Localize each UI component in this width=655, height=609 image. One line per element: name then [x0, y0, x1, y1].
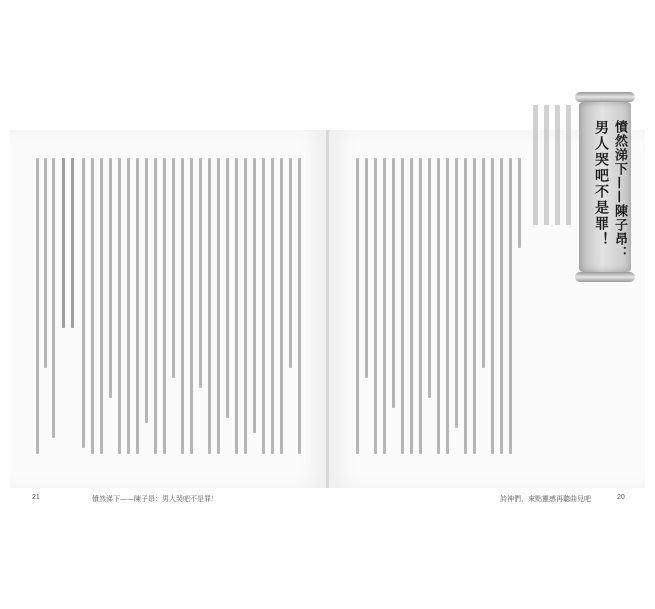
left-page	[10, 130, 326, 488]
scroll-body	[579, 102, 631, 272]
left-page-number: 21	[32, 494, 40, 501]
scroll-bottom-roll	[575, 272, 635, 282]
left-running-head: 憤然涕下——陳子昂：男人哭吧不是罪！	[92, 495, 218, 503]
book-spread	[10, 130, 645, 488]
scroll-top-roll	[575, 92, 635, 102]
right-page-number: 20	[617, 494, 625, 501]
chapter-title-scroll	[575, 92, 635, 282]
chapter-title-line2: 男人哭吧不是罪！	[593, 120, 609, 248]
right-running-head: 詩神們，來點靈感再聽曲兒吧	[500, 495, 591, 503]
chapter-title-line1: 憤然涕下——陳子昂：	[612, 120, 627, 260]
